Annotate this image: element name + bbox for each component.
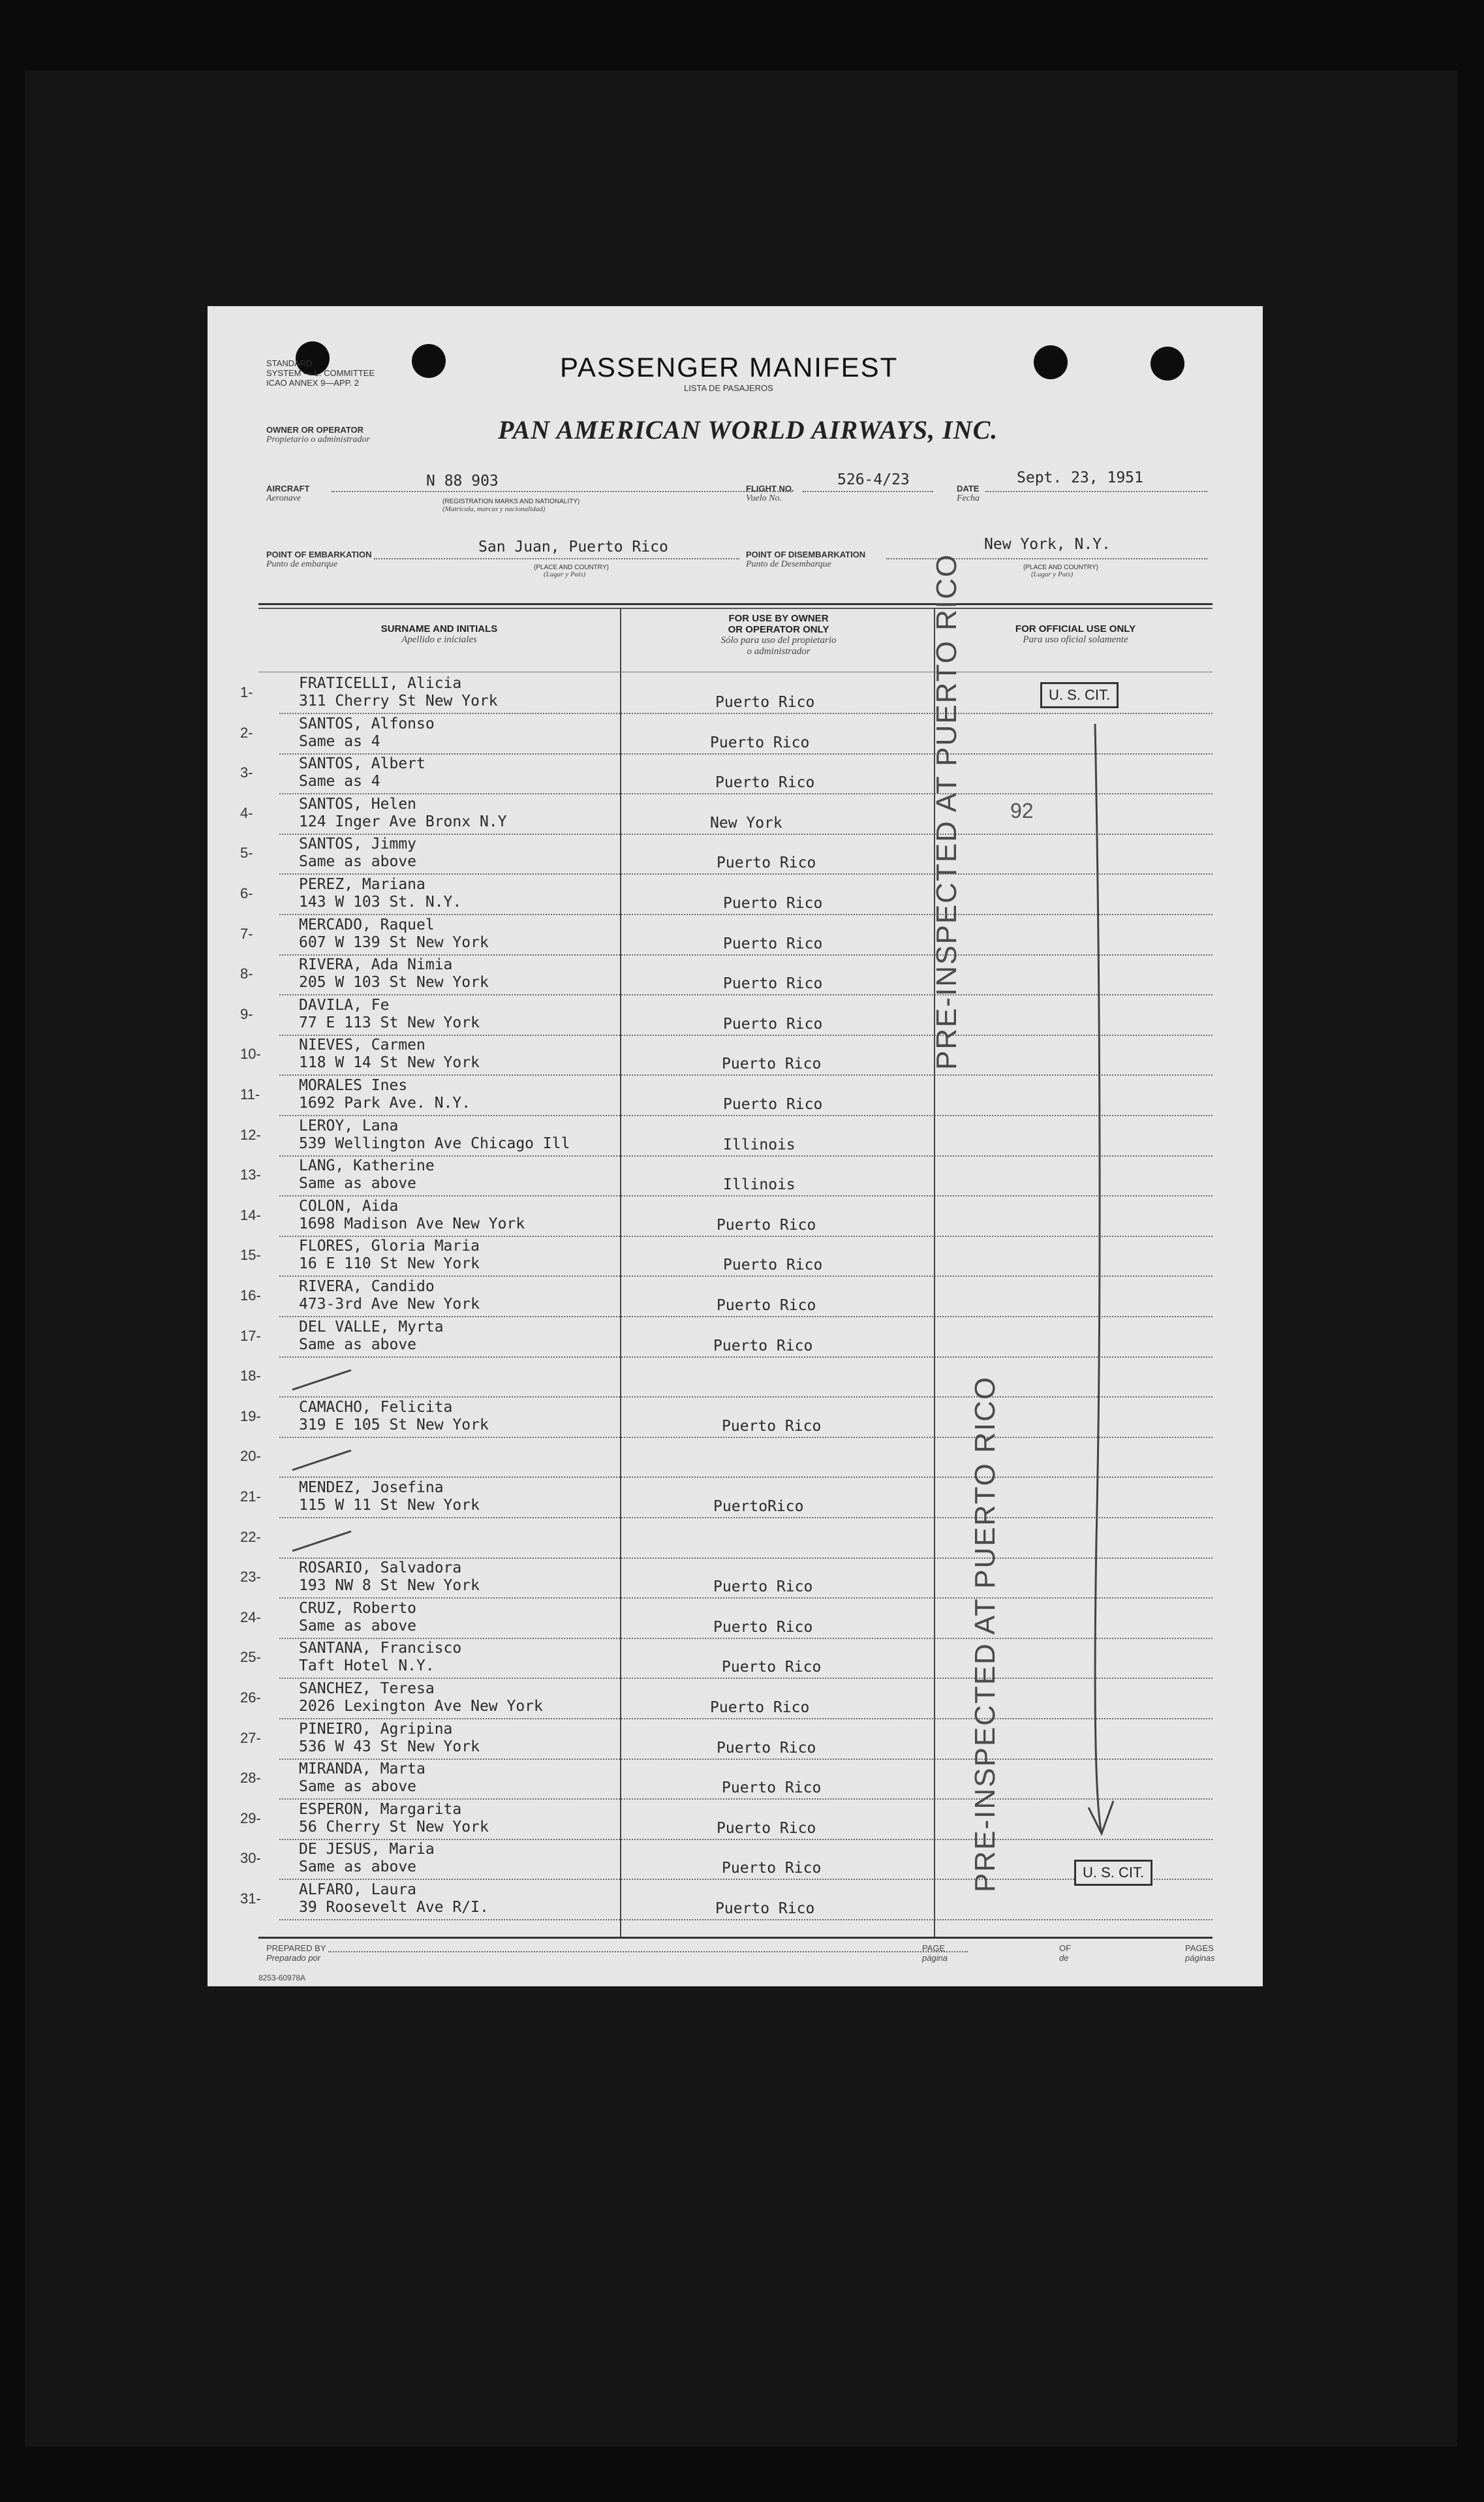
column-header-title: SURNAME AND INITIALS bbox=[380, 623, 498, 634]
passenger-address: 607 W 139 St New York bbox=[299, 934, 489, 951]
row-number: 22- bbox=[240, 1529, 261, 1545]
row-number: 21- bbox=[240, 1488, 261, 1505]
passenger-address: Same as above bbox=[299, 1618, 417, 1634]
column-header-subtitle: Sólo para uso del propietario bbox=[720, 635, 837, 646]
passenger-address: 193 NW 8 St New York bbox=[299, 1577, 480, 1594]
row-number: 6- bbox=[240, 885, 253, 901]
passenger-address: 56 Cherry St New York bbox=[299, 1819, 489, 1836]
row-number: 4- bbox=[240, 805, 253, 821]
embarkation-label-es: Punto de embarque bbox=[266, 559, 338, 569]
passenger-name: SANTOS, Albert bbox=[299, 755, 425, 772]
passenger-origin: Puerto Rico bbox=[722, 1418, 822, 1435]
passenger-name: FLORES, Gloria Maria bbox=[299, 1238, 480, 1255]
passenger-address: Same as 4 bbox=[299, 773, 380, 790]
embarkation-label: POINT OF EMBARKATION bbox=[266, 550, 372, 559]
passenger-origin: Puerto Rico bbox=[715, 1900, 815, 1917]
passenger-address: Same as above bbox=[299, 1336, 417, 1353]
passenger-origin: Puerto Rico bbox=[723, 935, 823, 952]
passenger-name: COLON, Aida bbox=[299, 1198, 399, 1215]
passenger-address: 539 Wellington Ave Chicago Ill bbox=[299, 1135, 570, 1152]
passenger-name: FRATICELLI, Alicia bbox=[299, 675, 462, 692]
row-number: 18- bbox=[240, 1368, 261, 1384]
passenger-name: DEL VALLE, Myrta bbox=[299, 1319, 444, 1336]
column-header-subtitle: o administrador bbox=[747, 646, 811, 657]
embarkation-caption: (PLACE AND COUNTRY) bbox=[534, 564, 609, 571]
aircraft-caption-es: (Matrícula, marcas y nacionalidad) bbox=[442, 505, 546, 513]
passenger-name: CRUZ, Roberto bbox=[299, 1600, 417, 1617]
passenger-origin: Puerto Rico bbox=[722, 1056, 822, 1072]
passenger-address: 311 Cherry St New York bbox=[299, 693, 498, 710]
form-reference-line: STANDARD bbox=[266, 358, 313, 368]
passenger-origin: Puerto Rico bbox=[715, 774, 815, 791]
passenger-origin: Puerto Rico bbox=[717, 1217, 816, 1234]
manifest-sheet bbox=[208, 306, 1263, 1986]
page-label-es: página bbox=[922, 1953, 948, 1963]
row-number: 14- bbox=[240, 1207, 261, 1223]
page-subtitle: LISTA DE PASAJEROS bbox=[684, 383, 773, 393]
row-number: 26- bbox=[240, 1689, 261, 1706]
passenger-origin: PuertoRico bbox=[713, 1498, 804, 1515]
date-value: Sept. 23, 1951 bbox=[1017, 469, 1143, 486]
disembarkation-label-es: Punto de Desembarque bbox=[746, 559, 831, 569]
column-header-subtitle: Apellido e iniciales bbox=[401, 634, 477, 645]
passenger-name: LEROY, Lana bbox=[299, 1118, 399, 1134]
passenger-origin: Puerto Rico bbox=[713, 1578, 813, 1595]
passenger-origin: Illinois bbox=[723, 1176, 796, 1193]
passenger-name: NIEVES, Carmen bbox=[299, 1037, 425, 1054]
form-reference-line: ICAO ANNEX 9—APP. 2 bbox=[266, 378, 360, 388]
passenger-origin: Puerto Rico bbox=[713, 1337, 813, 1354]
disembarkation-label: POINT OF DISEMBARKATION bbox=[746, 550, 866, 559]
row-number: 10- bbox=[240, 1046, 261, 1062]
passenger-origin: Puerto Rico bbox=[723, 975, 823, 992]
passenger-name: CAMACHO, Felicita bbox=[299, 1399, 453, 1416]
passenger-name: MERCADO, Raquel bbox=[299, 916, 435, 933]
row-number: 27- bbox=[240, 1730, 261, 1746]
passenger-name: SANTOS, Helen bbox=[299, 796, 417, 813]
passenger-origin: Puerto Rico bbox=[717, 1820, 816, 1837]
row-number: 15- bbox=[240, 1247, 261, 1263]
passenger-origin: Puerto Rico bbox=[713, 1619, 813, 1636]
passenger-origin: Puerto Rico bbox=[717, 1297, 816, 1314]
passenger-name: PEREZ, Mariana bbox=[299, 876, 425, 893]
passenger-address: 115 W 11 St New York bbox=[299, 1497, 480, 1514]
blank-row-slash bbox=[286, 1443, 364, 1475]
passenger-address: 118 W 14 St New York bbox=[299, 1054, 480, 1071]
handwritten-number: 92 bbox=[1010, 799, 1034, 822]
column-header-title: OR OPERATOR ONLY bbox=[728, 624, 829, 635]
date-label-es: Fecha bbox=[957, 493, 980, 503]
row-number: 11- bbox=[240, 1086, 260, 1102]
passenger-address: 39 Roosevelt Ave R/I. bbox=[299, 1899, 489, 1916]
of-label: OF bbox=[1059, 1943, 1072, 1953]
prepared-by-line bbox=[328, 1951, 968, 1952]
passenger-origin: New York bbox=[710, 815, 782, 832]
pages-label-es: páginas bbox=[1185, 1953, 1215, 1963]
table-row bbox=[208, 1880, 1263, 1920]
prepared-by-label-es: Preparado por bbox=[266, 1953, 321, 1963]
aircraft-caption: (REGISTRATION MARKS AND NATIONALITY) bbox=[442, 498, 580, 505]
passenger-origin: Puerto Rico bbox=[723, 1257, 823, 1274]
row-number: 30- bbox=[240, 1850, 261, 1866]
row-number: 16- bbox=[240, 1287, 261, 1304]
passenger-name: SANTOS, Alfonso bbox=[299, 715, 435, 732]
embarkation-value: San Juan, Puerto Rico bbox=[478, 539, 668, 555]
row-number: 1- bbox=[240, 684, 253, 700]
passenger-address: 2026 Lexington Ave New York bbox=[299, 1698, 543, 1715]
preinspected-stamp: PRE-INSPECTED AT PUERTO RICO bbox=[969, 1375, 1001, 1892]
disembarkation-caption-es: (Lugar y País) bbox=[1031, 571, 1074, 578]
row-number: 19- bbox=[240, 1408, 261, 1424]
form-reference-line: SYSTEM — L. COMMITTEE bbox=[266, 368, 375, 378]
row-number: 24- bbox=[240, 1609, 261, 1625]
row-number: 2- bbox=[240, 725, 253, 741]
column-header-title: FOR USE BY OWNER bbox=[728, 613, 829, 624]
row-number: 20- bbox=[240, 1448, 261, 1464]
column-header-title: FOR OFFICIAL USE ONLY bbox=[1015, 623, 1136, 634]
passenger-address: 536 W 43 St New York bbox=[299, 1738, 480, 1755]
passenger-name: ROSARIO, Salvadora bbox=[299, 1559, 462, 1576]
passenger-address: Same as above bbox=[299, 1175, 417, 1192]
passenger-origin: Puerto Rico bbox=[717, 1740, 816, 1757]
flight-number-value: 526-4/23 bbox=[837, 471, 910, 488]
passenger-origin: Puerto Rico bbox=[723, 895, 823, 912]
disembarkation-value: New York, N.Y. bbox=[984, 536, 1111, 553]
handwritten-ditto-line bbox=[1056, 724, 1134, 1866]
passenger-origin: Illinois bbox=[723, 1136, 796, 1153]
row-rule bbox=[279, 1919, 1213, 1920]
passenger-address: Taft Hotel N.Y. bbox=[299, 1657, 435, 1674]
passenger-origin: Puerto Rico bbox=[723, 1016, 823, 1033]
passenger-name: ESPERON, Margarita bbox=[299, 1801, 462, 1818]
owner-label: OWNER OR OPERATOR bbox=[266, 425, 364, 435]
row-number: 12- bbox=[240, 1127, 261, 1143]
flight-label: FLIGHT NO. bbox=[746, 484, 794, 493]
row-number: 3- bbox=[240, 764, 253, 781]
passenger-address: Same as above bbox=[299, 1858, 417, 1875]
passenger-address: Same as above bbox=[299, 1778, 417, 1795]
passenger-name: MIRANDA, Marta bbox=[299, 1760, 425, 1777]
passenger-address: 143 W 103 St. N.Y. bbox=[299, 894, 462, 911]
passenger-address: 77 E 113 St New York bbox=[299, 1014, 480, 1031]
column-header-subtitle: Para uso oficial solamente bbox=[1023, 634, 1128, 645]
passenger-name: DE JESUS, Maria bbox=[299, 1841, 435, 1858]
row-number: 9- bbox=[240, 1006, 253, 1022]
date-label: DATE bbox=[957, 484, 980, 493]
aircraft-label-es: Aeronave bbox=[266, 493, 301, 503]
pages-label: PAGES bbox=[1185, 1943, 1214, 1953]
flight-label-es: Vuelo No. bbox=[746, 493, 782, 503]
passenger-name: DAVILA, Fe bbox=[299, 997, 390, 1014]
disembarkation-caption: (PLACE AND COUNTRY) bbox=[1023, 564, 1098, 571]
passenger-name: SANTANA, Francisco bbox=[299, 1640, 462, 1657]
passenger-address: 124 Inger Ave Bronx N.Y bbox=[299, 813, 507, 830]
aircraft-label: AIRCRAFT bbox=[266, 484, 310, 493]
passenger-name: MORALES Ines bbox=[299, 1077, 408, 1094]
passenger-address: 473-3rd Ave New York bbox=[299, 1296, 480, 1313]
passenger-address: Same as 4 bbox=[299, 733, 380, 750]
passenger-origin: Puerto Rico bbox=[722, 1860, 822, 1877]
row-number: 28- bbox=[240, 1770, 261, 1786]
prepared-by-label: PREPARED BY bbox=[266, 1943, 326, 1953]
passenger-address: 205 W 103 St New York bbox=[299, 974, 489, 991]
passenger-origin: Puerto Rico bbox=[722, 1659, 822, 1676]
row-number: 5- bbox=[240, 845, 253, 861]
passenger-address: 1698 Madison Ave New York bbox=[299, 1215, 525, 1232]
row-number: 17- bbox=[240, 1328, 261, 1344]
passenger-name: RIVERA, Candido bbox=[299, 1278, 435, 1295]
row-number: 29- bbox=[240, 1810, 261, 1826]
passenger-name: LANG, Katherine bbox=[299, 1157, 435, 1174]
passenger-name: PINEIRO, Agripina bbox=[299, 1721, 453, 1738]
passenger-address: 319 E 105 St New York bbox=[299, 1416, 489, 1433]
passenger-origin: Puerto Rico bbox=[715, 694, 815, 711]
row-number: 13- bbox=[240, 1166, 261, 1183]
operator-name: PAN AMERICAN WORLD AIRWAYS, INC. bbox=[498, 415, 998, 445]
aircraft-value: N 88 903 bbox=[426, 473, 499, 490]
us-citizen-stamp: U. S. CIT. bbox=[1074, 1860, 1152, 1886]
row-number: 31- bbox=[240, 1890, 261, 1907]
passenger-origin: Puerto Rico bbox=[710, 1699, 810, 1716]
row-number: 23- bbox=[240, 1569, 261, 1585]
passenger-name: SANTOS, Jimmy bbox=[299, 836, 417, 852]
owner-label-es: Propietario o administrador bbox=[266, 435, 370, 445]
page-title: PASSENGER MANIFEST bbox=[560, 352, 899, 383]
passenger-origin: Puerto Rico bbox=[710, 734, 810, 751]
passenger-origin: Puerto Rico bbox=[722, 1779, 822, 1796]
embarkation-caption-es: (Lugar y País) bbox=[544, 571, 586, 578]
row-number: 8- bbox=[240, 965, 253, 982]
passenger-origin: Puerto Rico bbox=[717, 854, 816, 871]
page-label: PAGE bbox=[922, 1943, 946, 1953]
passenger-address: 16 E 110 St New York bbox=[299, 1255, 480, 1272]
of-label-es: de bbox=[1059, 1953, 1069, 1963]
preinspected-stamp: PRE-INSPECTED AT PUERTO RICO bbox=[931, 553, 963, 1070]
passenger-name: ALFARO, Laura bbox=[299, 1881, 417, 1898]
passenger-address: Same as above bbox=[299, 853, 417, 870]
passenger-name: MENDEZ, Josefina bbox=[299, 1479, 444, 1496]
passenger-origin: Puerto Rico bbox=[723, 1096, 823, 1113]
row-number: 25- bbox=[240, 1649, 261, 1665]
passenger-name: RIVERA, Ada Nimia bbox=[299, 956, 453, 973]
blank-row-slash bbox=[286, 1362, 364, 1395]
form-code: 8253-60978A bbox=[258, 1973, 306, 1982]
passenger-address: 1692 Park Ave. N.Y. bbox=[299, 1095, 471, 1112]
passenger-name: SANCHEZ, Teresa bbox=[299, 1680, 435, 1697]
us-citizen-stamp: U. S. CIT. bbox=[1040, 682, 1119, 708]
blank-row-slash bbox=[286, 1524, 364, 1556]
row-number: 7- bbox=[240, 926, 253, 942]
